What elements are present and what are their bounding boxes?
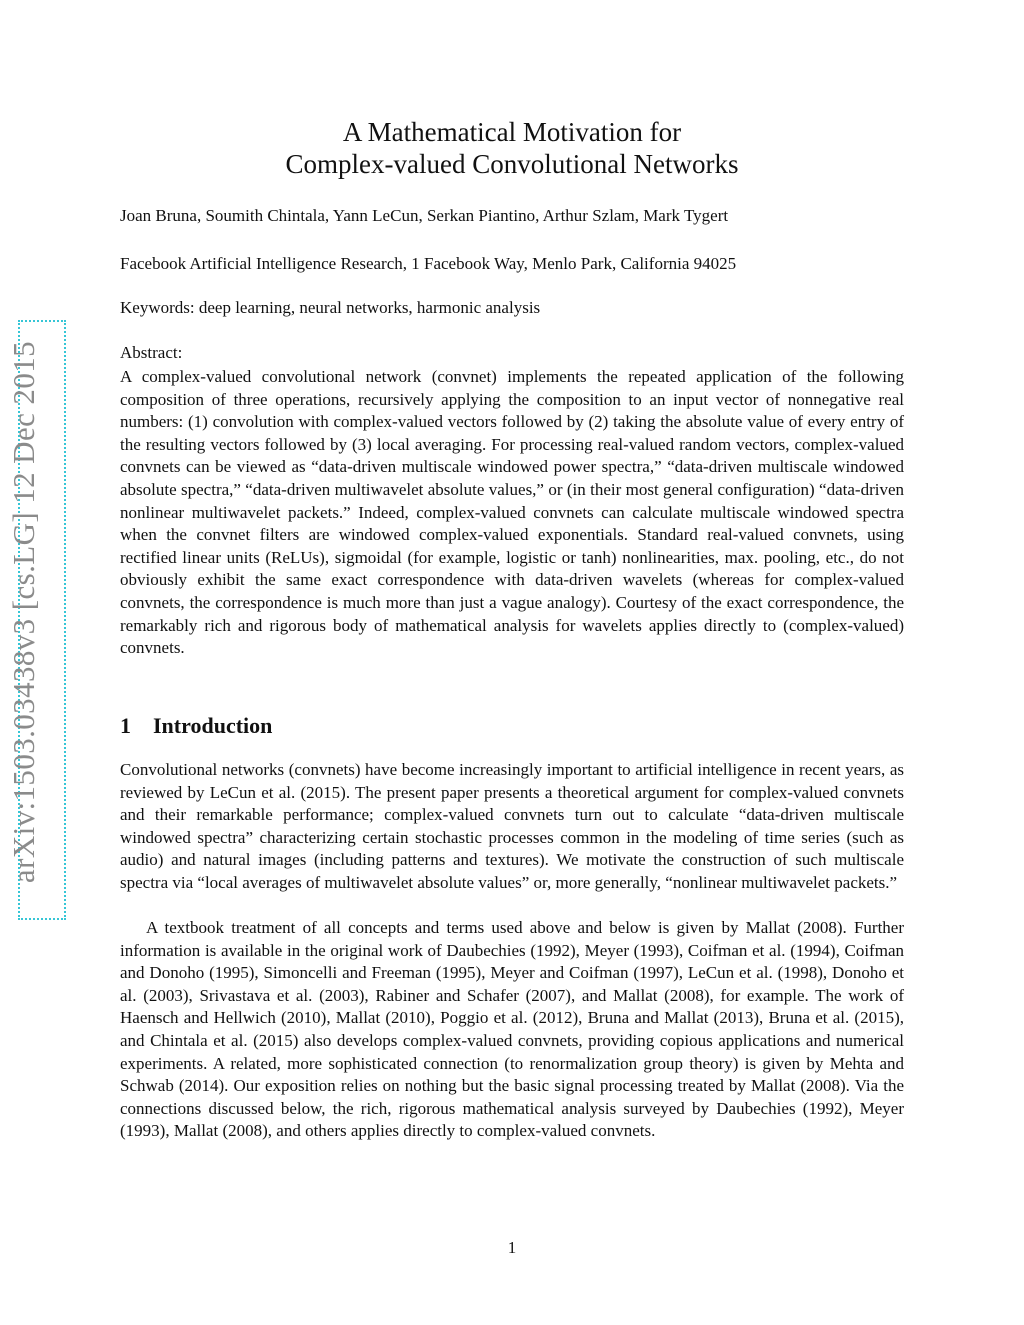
section-title: Introduction	[153, 713, 273, 738]
intro-paragraph-1: Convolutional networks (convnets) have become increasingly important to artificial intelligence in recent years, as reviewed by LeCun et al. (2015). The present paper presents a theoretical argument for complex-valued convnets and their remarkable performance; complex-valued convnets turn out to calculate “data-driven multiscale windowed spectra” characterizing certain stochastic processes common in the modeling of time series (such as audio) and natural images (including patterns and textures). We motivate the construction of such multiscale spectra via “local averages of multiwavelet absolute values” or, more generally, “nonlinear multiwavelet packets.”	[120, 760, 904, 892]
title-line-1: A Mathematical Motivation for	[342, 117, 682, 147]
keywords: Keywords: deep learning, neural networks, harmonic analysis	[120, 298, 541, 317]
affiliation: Facebook Artificial Intelligence Research, 1 Facebook Way, Menlo Park, California 94025	[120, 254, 737, 273]
intro-paragraph-2: A textbook treatment of all concepts and terms used above and below is given by Mallat (2008). Further information is available in the original work of Daubechies (1992), Meyer (1993), Coifman et al. (1994), Coifman and Donoho (1995), Simoncelli and Freeman (1995), Meyer and Coifman (1997), LeCun et al. (1998), Donoho et al. (2003), Srivastava et al. (2003), Rabiner and Schafer (2007), and Mallat (2008), for example. The work of Haensch and Hellwich (2010), Mallat (2010), Poggio et al. (2012), Bruna and Mallat (2013), Bruna et al. (2015), and Chintala et al. (2015) also develops complex-valued convnets, providing copious applications and numerical experiments. A related, more sophisticated connection (to renormalization group theory) is given by Mehta and Schwab (2014). Our exposition relies on nothing but the basic signal processing treated by Mallat (2008). Via the connections discussed below, the rich, rigorous mathematical analysis surveyed by Daubechies (1992), Meyer (1993), Mallat (2008), and others applies directly to complex-valued convnets.	[120, 918, 904, 1141]
section-number: 1	[120, 713, 131, 738]
abstract-label: Abstract:	[120, 343, 183, 362]
page-number: 1	[507, 1238, 517, 1257]
paper-title	[120, 116, 904, 180]
abstract-text: A complex-valued convolutional network (convnet) implements the repeated application of the following composition of three operations, recursively applying the composition to an input vector of nonnegative real numbers: (1) convolution with complex-valued vectors followed by (2) taking the absolute value of every entry of the resulting vectors followed by (3) local averaging. For processing real-valued random vectors, complex-valued convnets can be viewed as “data-driven multiscale windowed power spectra,” “data-driven multiscale windowed absolute spectra,” “data-driven multiwavelet absolute values,” or (in their most general configuration) “data-driven nonlinear multiwavelet packets.” Indeed, complex-valued convnets can calculate multiscale windowed spectra when the convnet filters are windowed complex-valued exponentials. Standard real-valued convnets, using rectified linear units (ReLUs), sigmoidal (for example, logistic or tanh) nonlinearities, max. pooling, etc., do not obviously exhibit the same exact correspondence with data-driven wavelets (whereas for complex-valued convnets, the correspondence is much more than just a vague analogy). Courtesy of the exact correspondence, the remarkably rich and rigorous body of mathematical analysis for wavelets applies directly to (complex-valued) convnets.	[120, 367, 904, 658]
title-line-2: Complex-valued Convolutional Networks	[285, 149, 739, 179]
arxiv-identifier: arXiv:1503.03438v3 [cs.LG] 12 Dec 2015	[6, 340, 41, 884]
section-heading	[120, 713, 272, 739]
author-list: Joan Bruna, Soumith Chintala, Yann LeCun, Serkan Piantino, Arthur Szlam, Mark Tygert	[120, 206, 729, 225]
